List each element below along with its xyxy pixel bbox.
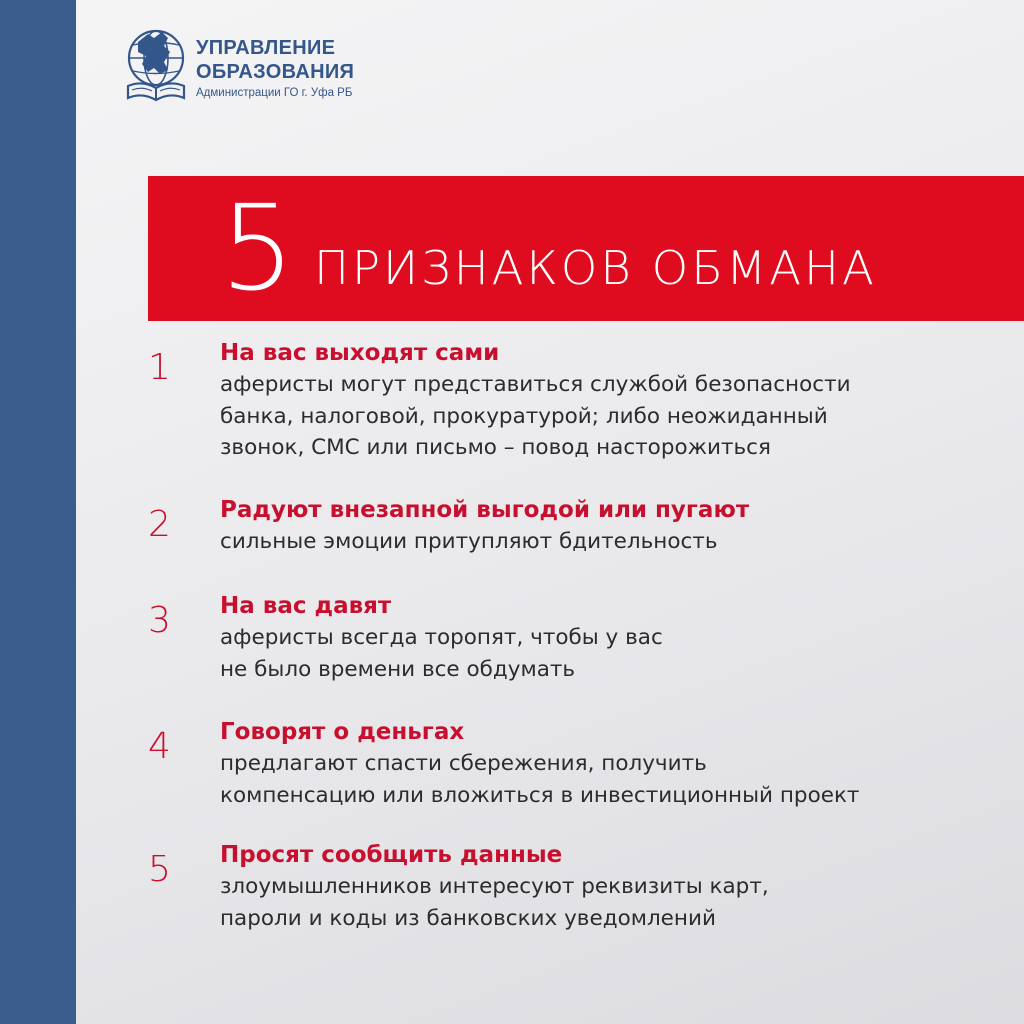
item-description-line: предлагают спасти сбережения, получить xyxy=(220,751,707,776)
logo xyxy=(120,28,420,108)
item-description-line: сильные эмоции притупляют бдительность xyxy=(220,529,718,554)
item-number: 1 xyxy=(148,347,171,388)
item-description-line: пароли и коды из банковских уведомлений xyxy=(220,905,716,931)
item-description-line: аферисты могут представиться службой безопасности xyxy=(220,372,851,397)
logo-line-2: ОБРАЗОВАНИЯ xyxy=(196,61,355,83)
title-banner xyxy=(148,176,1024,321)
logo-text xyxy=(196,36,354,101)
item-body xyxy=(220,495,749,558)
item-description-line: компенсацию или вложиться в инвестиционный проект xyxy=(220,782,860,808)
side-stripe xyxy=(0,0,76,1024)
banner-number: 5 xyxy=(220,179,294,317)
item-description-line: звонок, СМС или письмо – повод насторожиться xyxy=(220,435,771,460)
globe-book-emblem-icon xyxy=(124,28,190,102)
item-title: Просят сообщить данные xyxy=(220,842,563,868)
item-body xyxy=(220,591,663,685)
item-number: 4 xyxy=(148,726,171,767)
banner-title: ПРИЗНАКОВ ОБМАНА xyxy=(314,241,877,295)
item-description-line: не было времени все обдумать xyxy=(220,656,576,682)
item-title: Говорят о деньгах xyxy=(220,719,465,745)
item-number: 5 xyxy=(148,849,171,890)
item-body xyxy=(220,717,859,811)
logo-subtitle: Администрации ГО г. Уфа РБ xyxy=(196,87,353,99)
item-title: На вас выходят сами xyxy=(220,340,500,366)
logo-line-1: УПРАВЛЕНИЕ xyxy=(196,37,336,59)
item-body xyxy=(220,338,851,464)
item-description-line: аферисты всегда торопят, чтобы у вас xyxy=(220,625,663,650)
item-number: 2 xyxy=(148,504,171,545)
item-body xyxy=(220,840,769,934)
item-title: На вас давят xyxy=(220,593,392,619)
item-description-line: банка, налоговой, прокуратурой; либо неожиданный xyxy=(220,403,828,429)
item-description-line: злоумышленников интересуют реквизиты карт, xyxy=(220,874,769,899)
item-number: 3 xyxy=(148,600,171,641)
item-title: Радуют внезапной выгодой или пугают xyxy=(220,497,750,523)
